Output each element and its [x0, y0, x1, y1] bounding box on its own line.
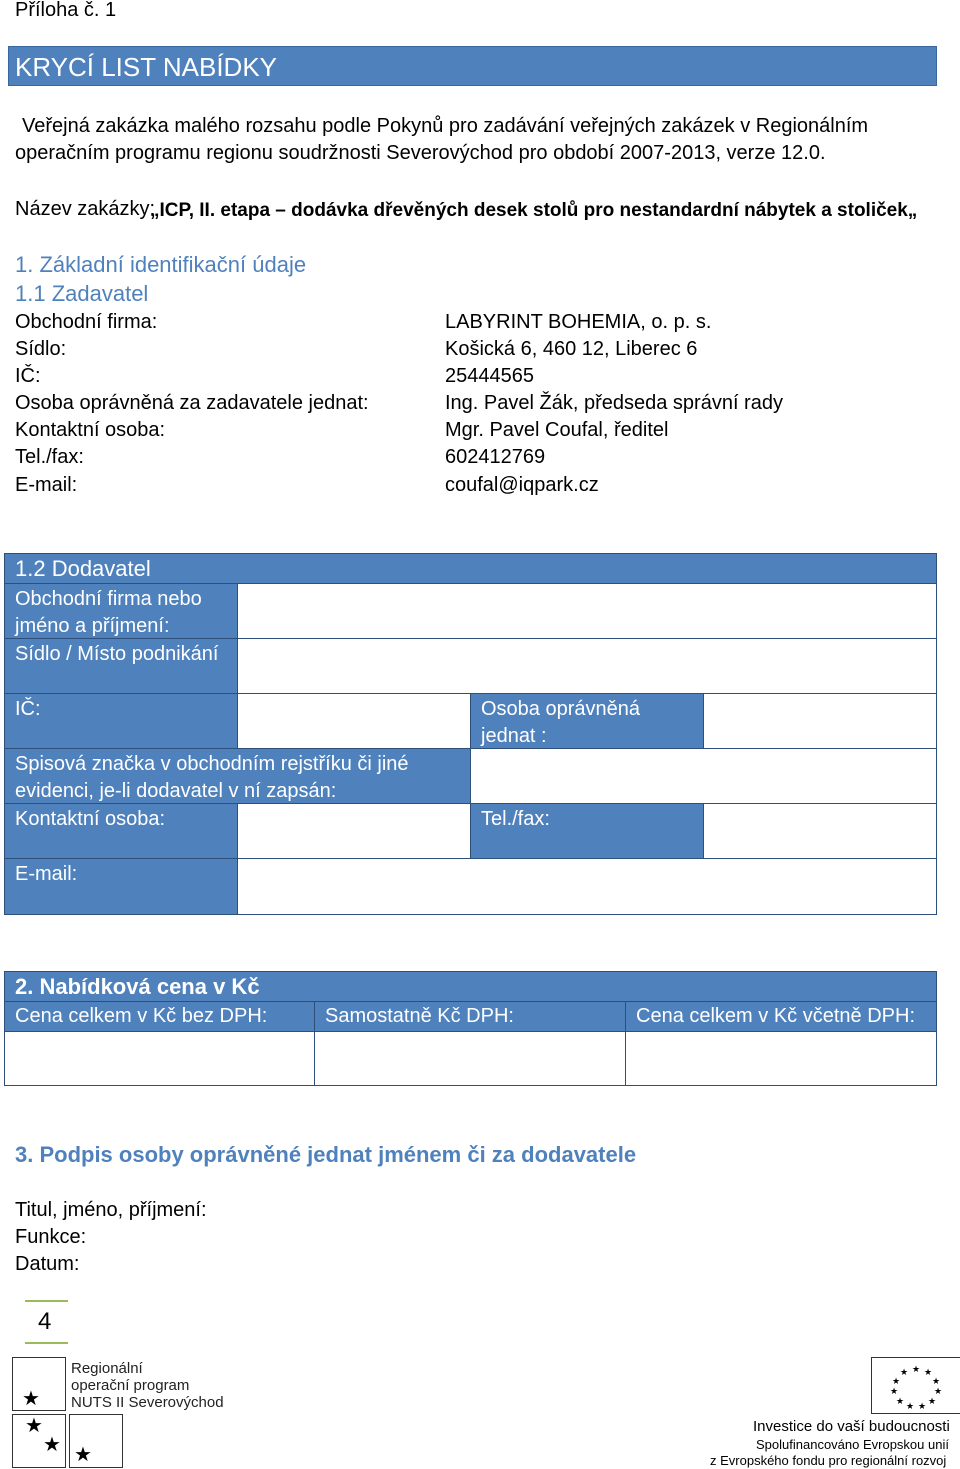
rop-line-2: operační program [71, 1377, 190, 1394]
row-value: 602412769 [445, 446, 546, 468]
contact-field[interactable] [237, 803, 471, 859]
contract-name: „ICP, II. etapa – dodávka dřevěných desek stolů pro nestandardní nábytek a stoliček„ [150, 200, 918, 221]
supplier-heading: 1.2 Dodavatel [15, 556, 151, 581]
eu-flag [871, 1357, 960, 1414]
star-icon: ★ [74, 1444, 92, 1466]
supplier-heading-cell [4, 553, 937, 584]
contact-label: Kontaktní osoba: [15, 808, 166, 830]
price-heading-cell [4, 971, 937, 1002]
price-col3-label: Cena celkem v Kč včetně DPH: [636, 1005, 915, 1027]
price-col3-cell [625, 1001, 937, 1032]
svg-text:★: ★ [892, 1376, 901, 1386]
svg-text:★: ★ [928, 1396, 937, 1406]
price-col2-label: Samostatně Kč DPH: [325, 1005, 514, 1027]
star-icon: ★ [22, 1388, 40, 1410]
price-heading: 2. Nabídková cena v Kč [15, 974, 260, 999]
rop-line-1: Regionální [71, 1360, 143, 1377]
email-label-cell [4, 858, 238, 915]
contact-label-cell [4, 803, 238, 859]
row-label: Tel./fax: [15, 446, 84, 468]
row-value: coufal@iqpark.cz [445, 474, 599, 496]
page-number: 4 [38, 1308, 52, 1335]
svg-text:★: ★ [900, 1367, 909, 1377]
price-col1-cell [4, 1001, 315, 1032]
tel-label-cell [470, 803, 704, 859]
attachment-label: Příloha č. 1 [15, 0, 117, 21]
ic-label: IČ: [15, 698, 41, 720]
tel-field[interactable] [703, 803, 937, 859]
svg-text:★: ★ [934, 1386, 943, 1396]
intro-line-1: Veřejná zakázka malého rozsahu podle Pokynů pro zadávání veřejných zakázek v Regionálním [22, 115, 869, 137]
contract-label: Název zakázky: [15, 198, 156, 220]
rop-logo-square-3 [69, 1414, 123, 1468]
rop-line-3: NUTS II Severovýchod [71, 1394, 224, 1411]
price-with-vat-field[interactable] [625, 1031, 937, 1086]
title-bar [8, 46, 937, 86]
ic-label-cell [4, 693, 238, 749]
row-label: Osoba oprávněná za zadavatele jednat: [15, 392, 369, 414]
email-label: E-mail: [15, 863, 78, 885]
svg-text:★: ★ [924, 1367, 933, 1377]
star-icon: ★ [43, 1434, 61, 1456]
name-label: Obchodní firma nebo jméno a příjmení: [15, 588, 202, 637]
name-label-cell [4, 583, 238, 639]
signature-function-label: Funkce: [15, 1226, 87, 1248]
ic-field[interactable] [237, 693, 471, 749]
svg-text:★: ★ [918, 1401, 927, 1411]
row-label: Sídlo: [15, 338, 67, 360]
price-without-vat-field[interactable] [4, 1031, 315, 1086]
authorized-field[interactable] [703, 693, 937, 749]
page-number-rule-top [25, 1300, 68, 1302]
svg-text:★: ★ [932, 1376, 941, 1386]
row-label: IČ: [15, 365, 41, 387]
eu-stars-icon [872, 1358, 960, 1414]
row-label: Obchodní firma: [15, 311, 158, 333]
row-value: Ing. Pavel Žák, předseda správní rady [445, 392, 783, 414]
row-label: Kontaktní osoba: [15, 419, 166, 441]
rop-logo-square-1 [12, 1357, 66, 1411]
vat-field[interactable] [314, 1031, 626, 1086]
row-value: Mgr. Pavel Coufal, ředitel [445, 419, 669, 441]
register-field[interactable] [470, 748, 937, 804]
signature-date-label: Datum: [15, 1253, 80, 1275]
page-number-rule-bottom [25, 1342, 68, 1344]
seat-label: Sídlo / Místo podnikání [15, 643, 219, 665]
svg-text:★: ★ [896, 1396, 905, 1406]
name-field[interactable] [237, 583, 937, 639]
rop-logo-square-2 [12, 1414, 66, 1468]
svg-text:★: ★ [906, 1401, 915, 1411]
star-icon: ★ [25, 1415, 43, 1437]
signature-heading: 3. Podpis osoby oprávněné jednat jménem či za dodavatele [15, 1142, 637, 1167]
intro-line-2: operačním programu regionu soudržnosti Severovýchod pro období 2007-2013, verze 12.0. [15, 142, 826, 164]
section-1-1-heading: 1.1 Zadavatel [15, 281, 149, 306]
signature-name-label: Titul, jméno, příjmení: [15, 1199, 207, 1221]
section-1-heading: 1. Základní identifikační údaje [15, 252, 307, 277]
price-col1-label: Cena celkem v Kč bez DPH: [15, 1005, 268, 1027]
register-label-cell [4, 748, 471, 804]
eu-line-1: Investice do vaší budoucnosti [753, 1418, 950, 1435]
eu-line-2: Spolufinancováno Evropskou unií [756, 1437, 949, 1452]
row-value: 25444565 [445, 365, 534, 387]
authorized-label-cell [470, 693, 704, 749]
tel-label: Tel./fax: [481, 808, 550, 830]
authorized-label: Osoba oprávněná jednat : [481, 698, 641, 747]
row-label: E-mail: [15, 474, 78, 496]
svg-text:★: ★ [890, 1386, 899, 1396]
email-field[interactable] [237, 858, 937, 915]
row-value: Košická 6, 460 12, Liberec 6 [445, 338, 698, 360]
svg-text:★: ★ [912, 1364, 921, 1374]
eu-line-3: z Evropského fondu pro regionální rozvoj [710, 1453, 947, 1468]
page-title: KRYCÍ LIST NABÍDKY [15, 52, 278, 82]
register-label: Spisová značka v obchodním rejstříku či jiné evidenci, je-li dodavatel v ní zapsán: [15, 753, 409, 802]
price-col2-cell [314, 1001, 626, 1032]
seat-field[interactable] [237, 638, 937, 694]
seat-label-cell [4, 638, 238, 694]
row-value: LABYRINT BOHEMIA, o. p. s. [445, 311, 712, 333]
